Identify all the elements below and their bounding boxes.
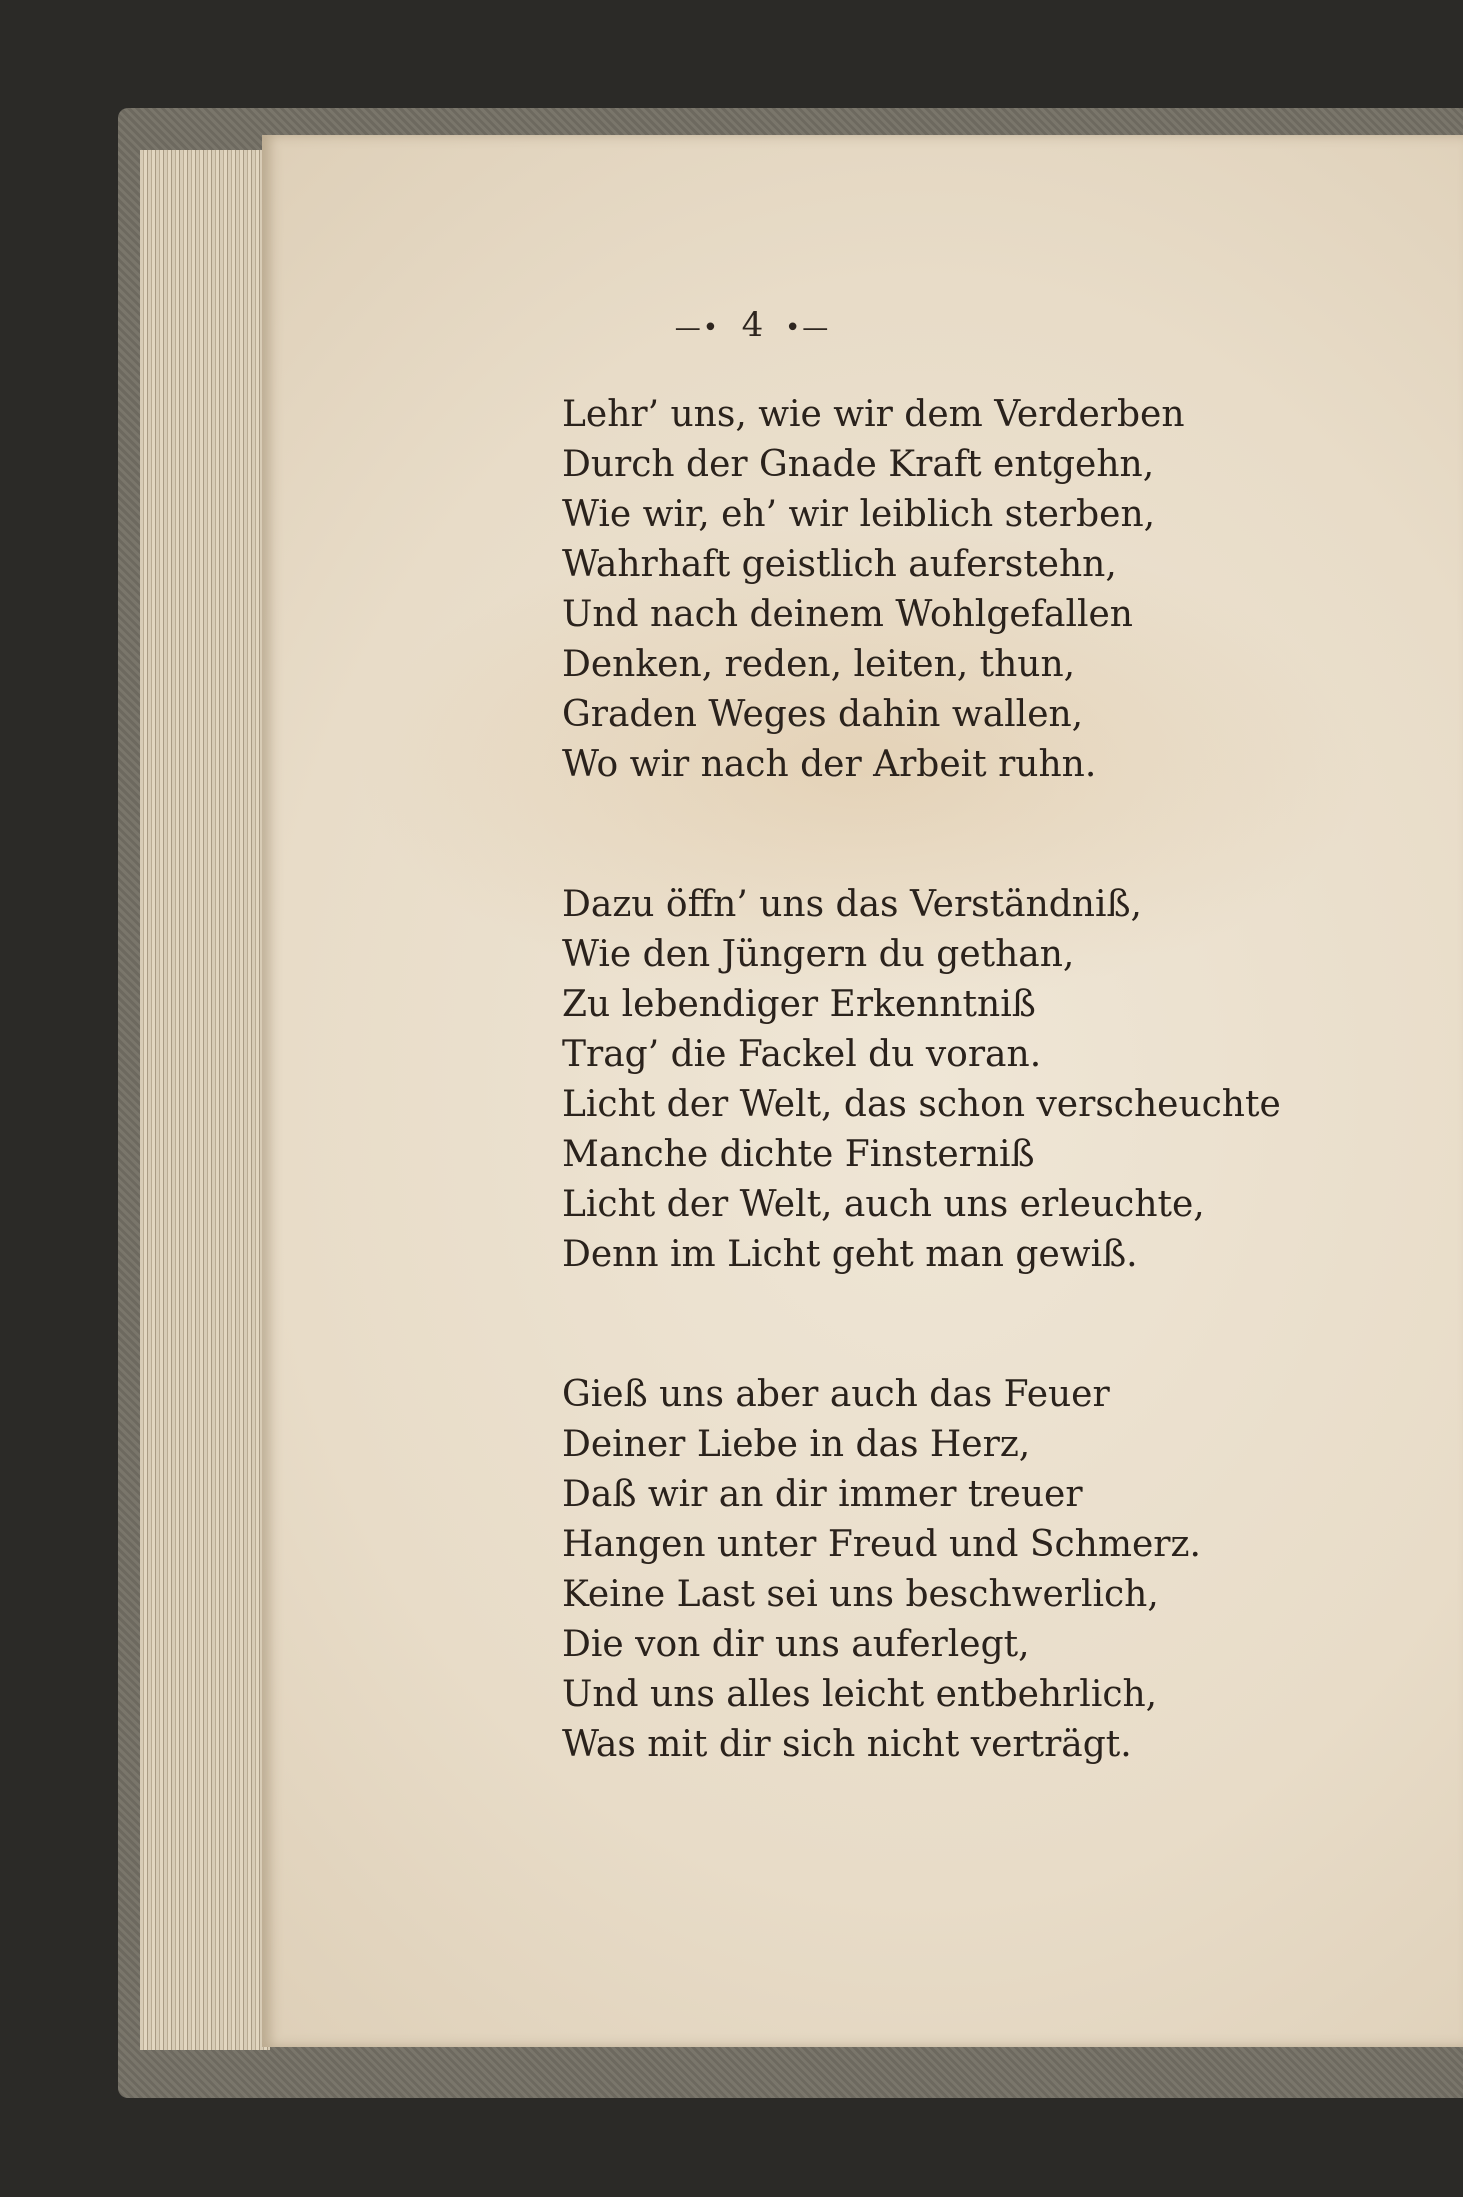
poem-line: Wahrhaft geistlich auferstehn,	[562, 544, 1117, 585]
poem-line: Was mit dir sich nicht verträgt.	[562, 1724, 1132, 1765]
poem-line: Wie den Jüngern du gethan,	[562, 934, 1075, 975]
poem-line: Durch der Gnade Kraft entgehn,	[562, 444, 1155, 485]
poem-line: Denken, reden, leiten, thun,	[562, 644, 1076, 685]
poem-line: Licht der Welt, das schon verscheuchte	[562, 1084, 1281, 1125]
poem-line: Dazu öffn’ uns das Verständniß,	[562, 884, 1142, 925]
poem-text	[562, 390, 1362, 1860]
poem-line: Keine Last sei uns beschwerlich,	[562, 1574, 1159, 1615]
page-number: 4	[741, 305, 764, 345]
poem-line: Die von dir uns auferlegt,	[562, 1624, 1030, 1665]
poem-line: Wie wir, eh’ wir leiblich sterben,	[562, 494, 1156, 535]
poem-line: Licht der Welt, auch uns erleuchte,	[562, 1184, 1205, 1225]
page-number-dash-right: •—	[784, 313, 831, 343]
page-edges	[140, 150, 270, 2050]
page-number-header	[152, 305, 1353, 345]
poem-line: Wo wir nach der Arbeit ruhn.	[562, 744, 1097, 785]
poem-line: Lehr’ uns, wie wir dem Verderben	[562, 394, 1185, 435]
poem-line: Daß wir an dir immer treuer	[562, 1474, 1083, 1515]
poem-line: Zu lebendiger Erkenntniß	[562, 984, 1036, 1025]
page-number-dash-left: —•	[674, 313, 721, 343]
poem-line: Deiner Liebe in das Herz,	[562, 1424, 1031, 1465]
poem-line: Und uns alles leicht entbehrlich,	[562, 1674, 1158, 1715]
poem-line: Manche dichte Finsterniß	[562, 1134, 1035, 1175]
book-page	[262, 135, 1463, 2047]
stanza-2	[562, 880, 1362, 1280]
poem-line: Graden Weges dahin wallen,	[562, 694, 1084, 735]
stanza-3	[562, 1370, 1362, 1770]
stanza-1	[562, 390, 1362, 790]
poem-line: Hangen unter Freud und Schmerz.	[562, 1524, 1201, 1565]
poem-line: Gieß uns aber auch das Feuer	[562, 1374, 1110, 1415]
poem-line: Denn im Licht geht man gewiß.	[562, 1234, 1138, 1275]
poem-line: Trag’ die Fackel du voran.	[562, 1034, 1042, 1075]
poem-line: Und nach deinem Wohlgefallen	[562, 594, 1133, 635]
